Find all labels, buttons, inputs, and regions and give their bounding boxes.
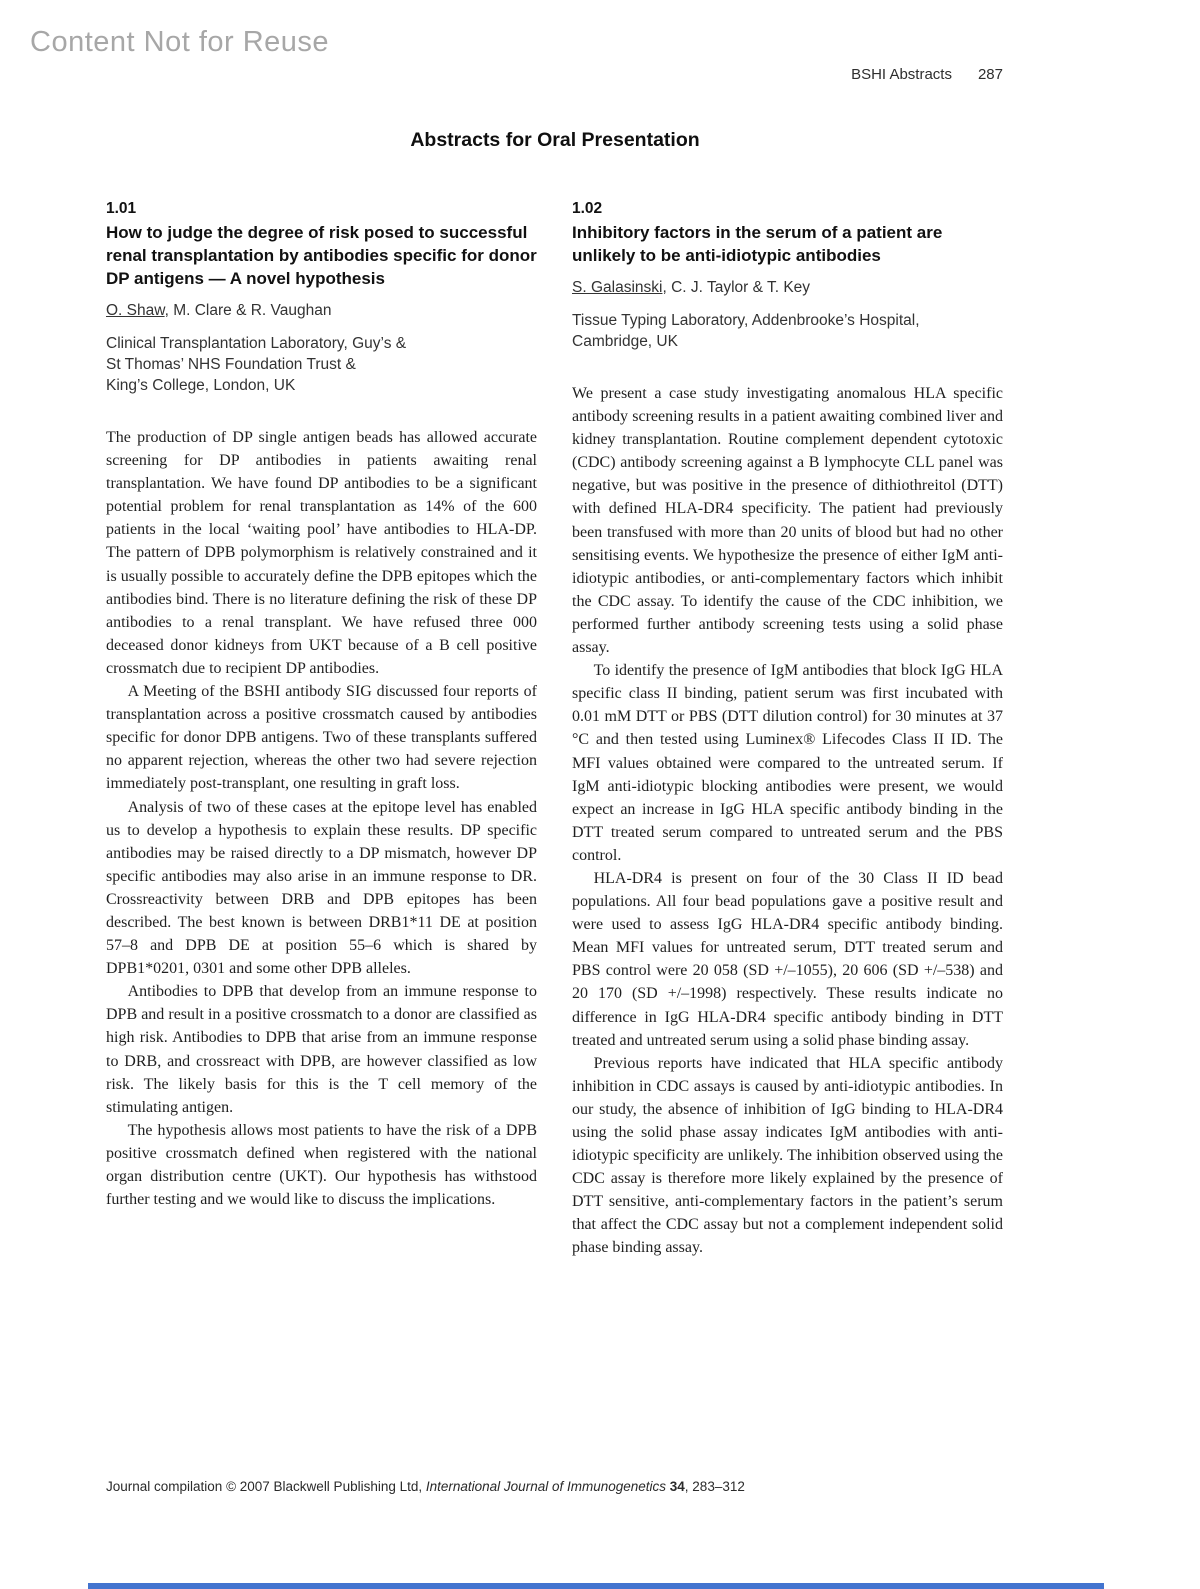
abstract-affiliation bbox=[106, 333, 537, 396]
abstract-paragraph: Antibodies to DPB that develop from an immune response to DPB and result in a positive crossmatch to a donor are classified as high risk. Antibodies to DPB that arise from an immune response to DRB, and crossreact with DPB, are however classified as low risk. The likely basis for this is the T cell memory of the stimulating antigen. bbox=[106, 983, 537, 1116]
coauthors: , C. J. Taylor & T. Key bbox=[662, 279, 811, 296]
affiliation-line: Cambridge, UK bbox=[572, 333, 678, 350]
abstract-body bbox=[106, 426, 537, 1211]
first-author: S. Galasinski bbox=[572, 279, 663, 296]
abstract-number: 1.01 bbox=[106, 200, 137, 217]
two-column-layout bbox=[106, 200, 1003, 1260]
abstract-title: Inhibitory factors in the serum of a patient are unlikely to be anti-idiotypic antibodies bbox=[572, 223, 943, 265]
abstract-body bbox=[572, 382, 1003, 1260]
abstract-paragraph: The production of DP single antigen beads has allowed accurate screening for DP antibodies in patients awaiting renal transplantation. We have found DP antibodies to be a significant potential problem for renal transplantation as 14% of the 600 patients in the local ‘waiting pool’ have antibodies to HLA-DP. The pattern of DPB polymorphism is relatively constrained and it is usually possible to accurately define the DPB epitopes which the antibodies bind. There is no literature defining the risk of these DP antibodies to a renal transplant. We have refused three 000 deceased donor kidneys from UKT because of a B cell positive crossmatch due to recipient DP antibodies. bbox=[106, 429, 537, 677]
affiliation-line: King’s College, London, UK bbox=[106, 377, 296, 394]
abstract-paragraph: The hypothesis allows most patients to have the risk of a DPB positive crossmatch defined when registered with the national organ distribution centre (UKT). Our hypothesis has withstood further testing and we would like to discuss the implications. bbox=[106, 1121, 537, 1209]
affiliation-line: Clinical Transplantation Laboratory, Guy’s & bbox=[106, 335, 407, 352]
abstract-paragraph: Previous reports have indicated that HLA specific antibody inhibition in CDC assays is caused by anti-idiotypic antibodies. In our study, the absence of inhibition of IgG binding to HLA-DR4 using the solid phase assay indicates IgM antibodies with anti-idiotypic specificity are unlikely. The inhibition observed using the CDC assay is therefore more likely explained by the presence of DTT sensitive, anti-complementary factors in the patient’s serum that affect the CDC assay but not a complement independent solid phase binding assay. bbox=[572, 1054, 1003, 1257]
abstract-authors bbox=[572, 279, 1003, 297]
affiliation-line: St Thomas’ NHS Foundation Trust & bbox=[106, 356, 356, 373]
abstract-1-01 bbox=[106, 200, 537, 1260]
footer-journal-name: International Journal of Immunogenetics bbox=[425, 1479, 670, 1494]
running-head-page-number: 287 bbox=[977, 66, 1003, 83]
affiliation-line: Tissue Typing Laboratory, Addenbrooke’s Hospital, bbox=[572, 312, 920, 329]
coauthors: , M. Clare & R. Vaughan bbox=[164, 302, 332, 319]
running-head-journal: BSHI Abstracts bbox=[851, 66, 952, 83]
footer-volume: 34 bbox=[669, 1479, 685, 1494]
footer-pages: , 283–312 bbox=[684, 1479, 745, 1494]
footer-copyright: Journal compilation © 2007 Blackwell Publishing Ltd, bbox=[106, 1479, 426, 1494]
abstract-paragraph: A Meeting of the BSHI antibody SIG discussed four reports of transplantation across a positive crossmatch caused by antibodies specific for donor DPB antigens. Two of these transplants suffered no apparent rejection, whereas the other two had severe rejection immediately post-transplant, one resulting in graft loss. bbox=[106, 683, 537, 793]
bottom-accent-bar bbox=[88, 1583, 1104, 1589]
abstract-1-02 bbox=[572, 200, 1003, 1260]
abstract-paragraph: We present a case study investigating anomalous HLA specific antibody screening results in a patient awaiting combined liver and kidney transplantation. Routine complement dependent cytotoxic (CDC) antibody screening against a B lymphocyte CLL panel was negative, but was positive in the presence of dithiothreitol (DTT) with defined HLA-DR4 specificity. The patient had previously been transfused with more than 20 units of blood but had no other sensitising events. We hypothesize the presence of either IgM anti-idiotypic antibodies, or anti-complementary factors which inhibit the CDC assay. To identify the cause of the CDC inhibition, we performed further antibody screening tests using a solid phase assay. bbox=[572, 385, 1003, 657]
first-author: O. Shaw bbox=[106, 302, 165, 319]
abstract-paragraph: To identify the presence of IgM antibodies that block IgG HLA specific class II binding, patient serum was first incubated with 0.01 mM DTT or PBS (DTT dilution control) for 30 minutes at 37 °C and then tested using Luminex® Lifecodes Class II ID. The MFI values obtained were compared to the untreated serum. If IgM anti-idiotypic blocking antibodies were present, we would expect an increase in IgG HLA specific antibody binding in the DTT treated serum compared to untreated serum and the PBS control. bbox=[572, 662, 1003, 864]
abstract-affiliation bbox=[572, 310, 1003, 352]
abstract-paragraph: HLA-DR4 is present on four of the 30 Class II ID bead populations. All four bead populations gave a positive result and were used to assess IgG HLA-DR4 specific antibody binding. Mean MFI values for untreated serum, DTT treated serum and PBS control were 20 058 (SD +/–1055), 20 606 (SD +/–538) and 20 170 (SD +/–1998) respectively. These results indicate no difference in IgG HLA-DR4 specific antibody binding in DTT treated and untreated serum using a solid phase binding assay. bbox=[572, 869, 1003, 1049]
abstract-number: 1.02 bbox=[572, 200, 603, 217]
running-head bbox=[851, 66, 1003, 83]
section-title: Abstracts for Oral Presentation bbox=[410, 129, 700, 151]
abstract-authors bbox=[106, 302, 537, 320]
content-not-for-reuse-watermark: Content Not for Reuse bbox=[30, 26, 330, 58]
abstract-title: How to judge the degree of risk posed to successful renal transplantation by antibodies specific for donor DP antigens — A novel hypothesis bbox=[106, 223, 537, 288]
abstract-paragraph: Analysis of two of these cases at the epitope level has enabled us to develop a hypothesis to explain these results. DP specific antibodies may be raised directly to a DP mismatch, however DP specific antibodies may also arise in an immune response to DR. Crossreactivity between DRB and DPB epitopes has been described. The best known is between DRB1*11 DE at position 57–8 and DPB DE at position 55–6 which is shared by DPB1*0201, 0301 and some other DPB alleles. bbox=[106, 798, 537, 978]
journal-footer bbox=[106, 1479, 745, 1494]
